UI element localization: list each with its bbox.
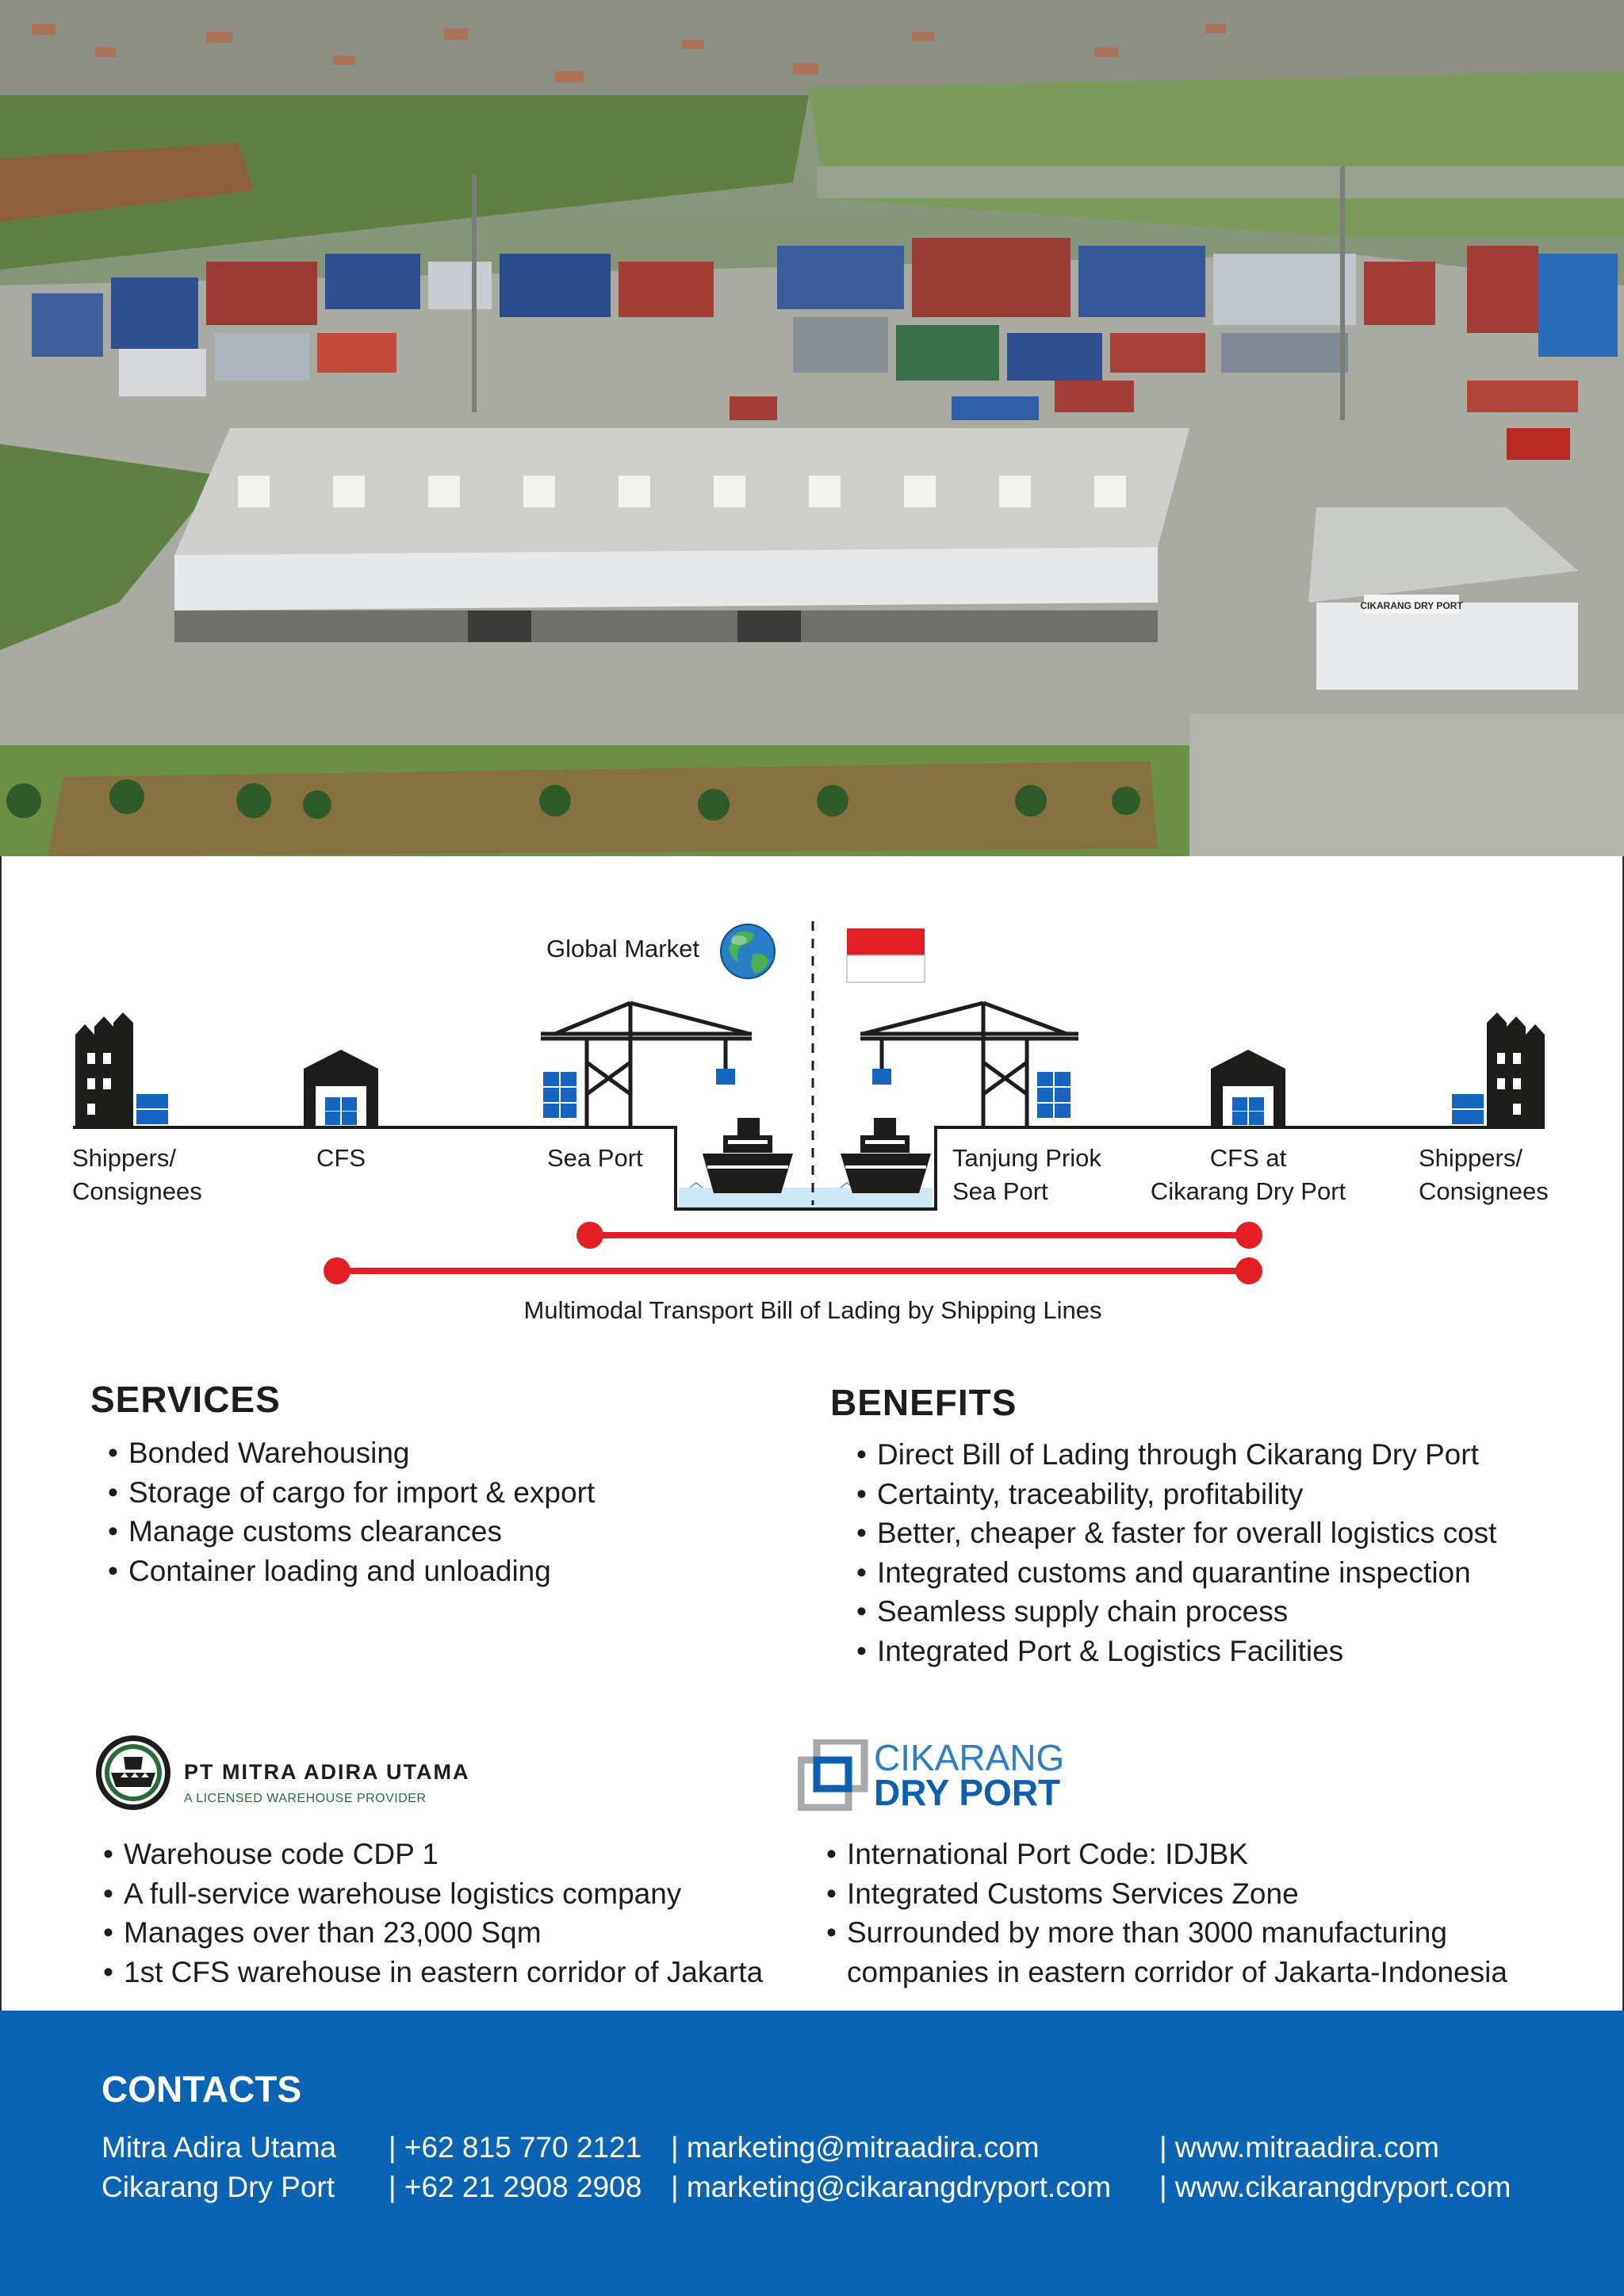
- node-label-tanjung-priok: Tanjung Priok Sea Port: [952, 1144, 1101, 1205]
- contact-phone[interactable]: | +62 21 2908 2908: [389, 2171, 642, 2203]
- cikarang-logo-line2: DRY PORT: [874, 1772, 1061, 1813]
- cfs-warehouse-icon-right: [1211, 1050, 1285, 1126]
- contact-email[interactable]: | marketing@mitraadira.com: [671, 2131, 1040, 2164]
- mitra-adira-logo-name: PT MITRA ADIRA UTAMA: [184, 1760, 470, 1784]
- services-item: • Bonded Warehousing: [108, 1437, 410, 1469]
- mitra-item: • Manages over than 23,000 Sqm: [103, 1916, 542, 1949]
- contact-name: Mitra Adira Utama: [102, 2131, 337, 2164]
- mitra-item: • A full-service warehouse logistics company: [103, 1877, 682, 1910]
- mitra-item: • 1st CFS warehouse in eastern corridor of Jakarta: [103, 1955, 764, 1988]
- globe-icon: [721, 924, 775, 978]
- ship-icon-right: [841, 1118, 931, 1193]
- benefits-item: • Better, cheaper & faster for overall logistics cost: [856, 1517, 1497, 1549]
- contact-email[interactable]: | marketing@cikarangdryport.com: [671, 2171, 1112, 2203]
- cikarang-logo-line1: CIKARANG: [874, 1737, 1065, 1778]
- contact-row-cikarang: [0, 2168, 1624, 2207]
- cikarang-item: • Surrounded by more than 3000 manufacturing: [826, 1916, 1447, 1949]
- route-line-sea-port-to-cfs-cikarang: [576, 1222, 1262, 1249]
- indonesia-flag-icon: [847, 928, 925, 982]
- mitra-list: [103, 1835, 763, 1992]
- benefits-item: • Certainty, traceability, profitability: [856, 1477, 1304, 1510]
- contact-website[interactable]: | www.mitraadira.com: [1159, 2131, 1439, 2164]
- aerial-photo-illustration: [0, 0, 1624, 856]
- cikarang-square-emblem-icon: [798, 1739, 869, 1811]
- benefits-item: • Integrated customs and quarantine inspection: [856, 1556, 1471, 1589]
- factory-icon-right: [1452, 1012, 1545, 1126]
- cikarang-item: • International Port Code: IDJBK: [826, 1838, 1248, 1870]
- benefits-title: BENEFITS: [830, 1382, 1017, 1423]
- contact-phone[interactable]: | +62 815 770 2121: [389, 2131, 642, 2164]
- mitra-adira-utama-logo: [94, 1733, 490, 1812]
- cikarang-item: • Integrated Customs Services Zone: [826, 1877, 1299, 1910]
- route-line-cfs-to-cfs-cikarang: [324, 1257, 1262, 1284]
- contact-row-mitra: [0, 2128, 1624, 2168]
- cikarang-dry-port-logo: [798, 1735, 1115, 1814]
- services-title: SERVICES: [90, 1379, 281, 1420]
- hero-aerial-photo: [0, 0, 1624, 856]
- factory-icon-left: [75, 1012, 168, 1126]
- contact-name: Cikarang Dry Port: [102, 2171, 335, 2203]
- services-item: • Storage of cargo for import & export: [108, 1475, 596, 1509]
- global-market-label: Global Market: [546, 935, 699, 962]
- services-item: • Manage customs clearances: [108, 1515, 502, 1548]
- services-list: [108, 1433, 595, 1590]
- crane-right-containers: [872, 1069, 1071, 1118]
- benefits-item: • Seamless supply chain process: [856, 1595, 1289, 1628]
- crane-left-containers: [543, 1069, 735, 1118]
- mitra-adira-logo-tagline: A LICENSED WAREHOUSE PROVIDER: [184, 1792, 427, 1805]
- node-label-sea-port: Sea Port: [547, 1144, 643, 1172]
- services-item: • Container loading and unloading: [108, 1554, 551, 1587]
- contacts-section: [0, 2011, 1624, 2296]
- node-label-cfs: CFS: [316, 1144, 366, 1172]
- cikarang-list: [826, 1835, 1507, 1992]
- cfs-warehouse-icon-left: [304, 1050, 378, 1126]
- node-label-cfs-cikarang: CFS at Cikarang Dry Port: [1150, 1144, 1346, 1205]
- multimodal-flow-diagram: [0, 856, 1624, 1348]
- cikarang-item: companies in eastern corridor of Jakarta-Indonesia: [847, 1955, 1507, 1988]
- diagram-caption: Multimodal Transport Bill of Lading by Shipping Lines: [523, 1296, 1102, 1324]
- photo-sign-text: CIKARANG DRY PORT: [1360, 600, 1463, 611]
- ship-icon-left: [703, 1118, 793, 1193]
- benefits-item: • Integrated Port & Logistics Facilities: [856, 1634, 1344, 1667]
- contacts-title: CONTACTS: [102, 2068, 302, 2110]
- node-label-shippers-left: Shippers/ Consignees: [72, 1144, 202, 1205]
- diagram-graphics: [0, 856, 1624, 1348]
- benefits-item: • Direct Bill of Lading through Cikarang Dry Port: [856, 1438, 1479, 1471]
- contact-website[interactable]: | www.cikarangdryport.com: [1159, 2171, 1511, 2203]
- benefits-list: [856, 1435, 1496, 1670]
- mitra-adira-emblem-icon: [94, 1733, 173, 1812]
- mitra-item: • Warehouse code CDP 1: [103, 1838, 439, 1870]
- node-label-shippers-right: Shippers/ Consignees: [1419, 1144, 1549, 1205]
